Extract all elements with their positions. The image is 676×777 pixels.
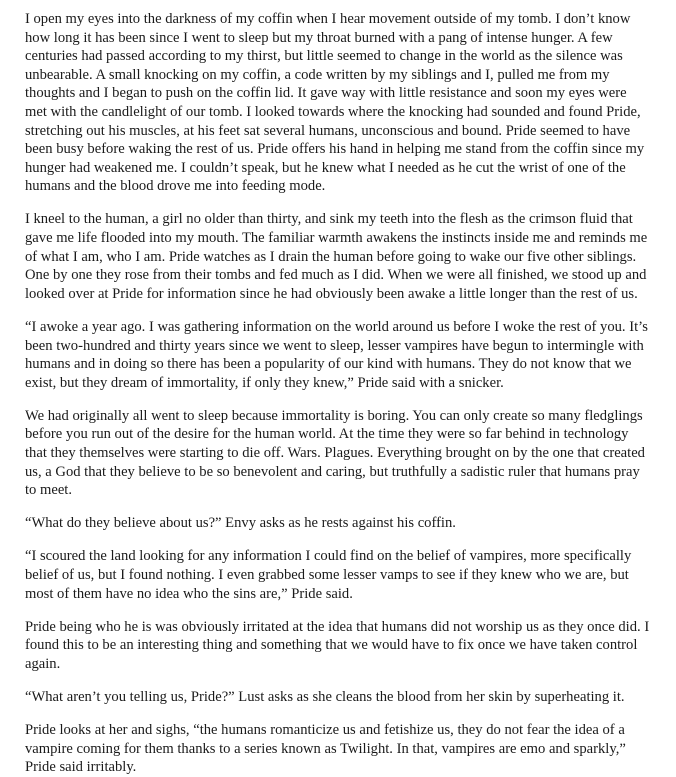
- paragraph: “I awoke a year ago. I was gathering information on the world around us before I woke the rest of you. It’s been two-hundred and thirty years since we went to sleep, lesser vampires have begun to intermingle with humans and in doing so there has been a popularity of our kind with humans. They do not know that we exist, but they dream of immortality, if only they knew,” Pride said with a snicker.: [25, 318, 648, 391]
- paragraph: I kneel to the human, a girl no older than thirty, and sink my teeth into the flesh as the crimson fluid that gave me life flooded into my mouth. The familiar warmth awakens the instincts inside me and reminds me of what I am, who I am. Pride watches as I drain the human before going to wake our five other siblings. One by one they rose from their tombs and fed much as I did. When we were all finished, we stood up and looked over at Pride for information since he had obviously been awake a little longer than the rest of us.: [25, 211, 648, 302]
- paragraph: “What do they believe about us?” Envy asks as he rests against his coffin.: [25, 515, 456, 532]
- paragraph: I open my eyes into the darkness of my coffin when I hear movement outside of my tomb. I don’t know how long it has been since I went to sleep but my throat burned with a pang of intense hunger. A few centuries had passed according to my thirst, but little seemed to change in the world as the silence was unbearable. A small knocking on my coffin, a code written by my siblings and I, pulled me from my thoughts and I began to push on the coffin lid. It gave way with little resistance and soon my eyes were met with the candlelight of our tomb. I looked towards where the knocking had sounded and found Pride, stretching out his muscles, at his feet sat several humans, unconscious and bound. Pride seemed to have been busy before waking the rest of us. Pride offers his hand in helping me stand from the coffin since my hunger had weakened me. I couldn’t speak, but he knew what I needed as he cut the wrist of one of the humans and the blood drove me into feeding mode.: [25, 11, 645, 195]
- paragraph: We had originally all went to sleep because immortality is boring. You can only create so many fledglings before you run out of the desire for the human world. At the time they were so far behind in technology that they themselves were starting to die off. Wars. Plagues. Everything brought on by the one that created us, a God that they believe to be so benevolent and caring, but truthfully a sadistic ruler that humans pray to meet.: [25, 407, 645, 499]
- paragraph: “What aren’t you telling us, Pride?” Lust asks as she cleans the blood from her skin by superheating it.: [25, 688, 625, 705]
- paragraph: “I scoured the land looking for any information I could find on the belief of vampires, more specifically belief of us, but I found nothing. I even grabbed some lesser vamps to see if they knew who we are, but most of them have no idea who the sins are,” Pride said.: [25, 548, 632, 602]
- paragraph: Pride being who he is was obviously irritated at the idea that humans did not worship us as they once did. I found this to be an interesting thing and something that we would have to fix once we have taken control again.: [25, 618, 650, 672]
- paragraph: Pride looks at her and sighs, “the humans romanticize us and fetishize us, they do not fear the idea of a vampire coming for them thanks to a series known as Twilight. In that, vampires are emo and sparkly,” Pride said irritably.: [25, 722, 626, 776]
